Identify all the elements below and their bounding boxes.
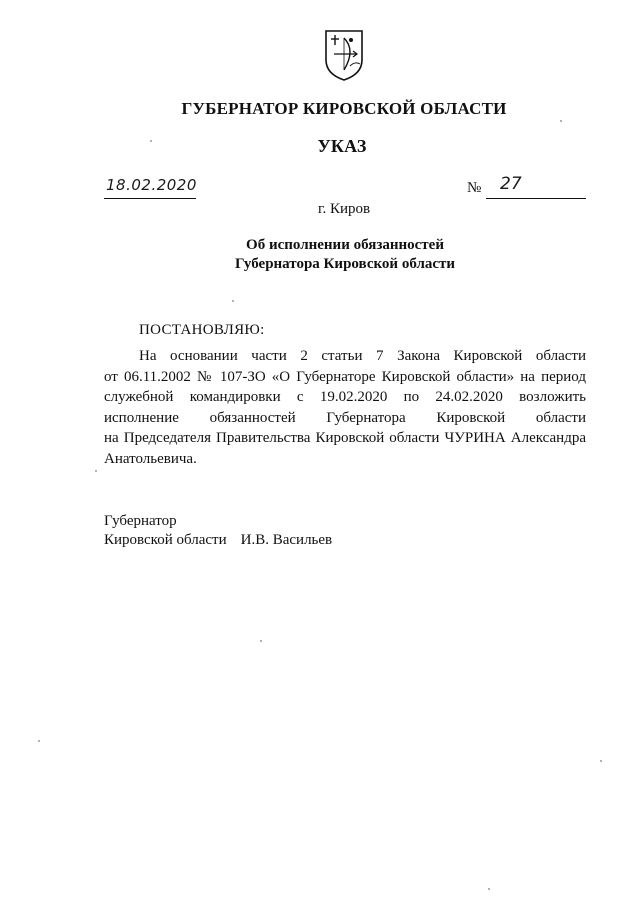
title-line: Губернатора Кировской области [234,256,456,272]
body-paragraph [104,346,586,469]
scan-speck [488,888,490,890]
scan-speck [38,740,40,742]
scan-speck [232,300,234,302]
city: г. Киров [318,201,371,217]
signatory-name: И.В. Васильев [240,532,333,548]
scan-speck [600,760,602,762]
issuing-authority: ГУБЕРНАТОР КИРОВСКОЙ ОБЛАСТИ [181,99,507,118]
body-line: Анатольевича. [104,450,197,467]
scan-speck [150,140,152,142]
handwritten-date: 18.02.2020 [106,176,197,194]
body-line: от 06.11.2002 № 107-ЗО «О Губернаторе Кировской области» на период [104,368,586,385]
body-line: на Председателя Правительства Кировской области ЧУРИНА Александра [104,430,586,446]
signatory-region: Кировской области [104,532,227,548]
title-line: Об исполнении обязанностей [246,237,444,253]
signatory-region-line [104,531,332,550]
decree-word: ПОСТАНОВЛЯЮ: [139,322,265,338]
body-line: На основании части 2 статьи 7 Закона Кировской области [139,348,586,364]
document-type: УКАЗ [317,136,367,156]
number-field [486,176,586,199]
scan-speck [260,640,262,642]
number-label: № [467,180,482,196]
signatory-title: Губернатор [104,513,177,529]
scan-speck [560,120,562,122]
kirov-coat-of-arms-icon [322,28,366,82]
handwritten-number: 27 [500,174,522,194]
scan-speck [95,470,97,472]
date-field [104,176,196,199]
body-line: служебной командировки с 19.02.2020 по 24.02.2020 возложить [104,389,586,405]
document-title [0,236,640,274]
body-line: исполнение обязанностей Губернатора Кировской области [104,409,586,426]
signature-block [104,512,332,550]
